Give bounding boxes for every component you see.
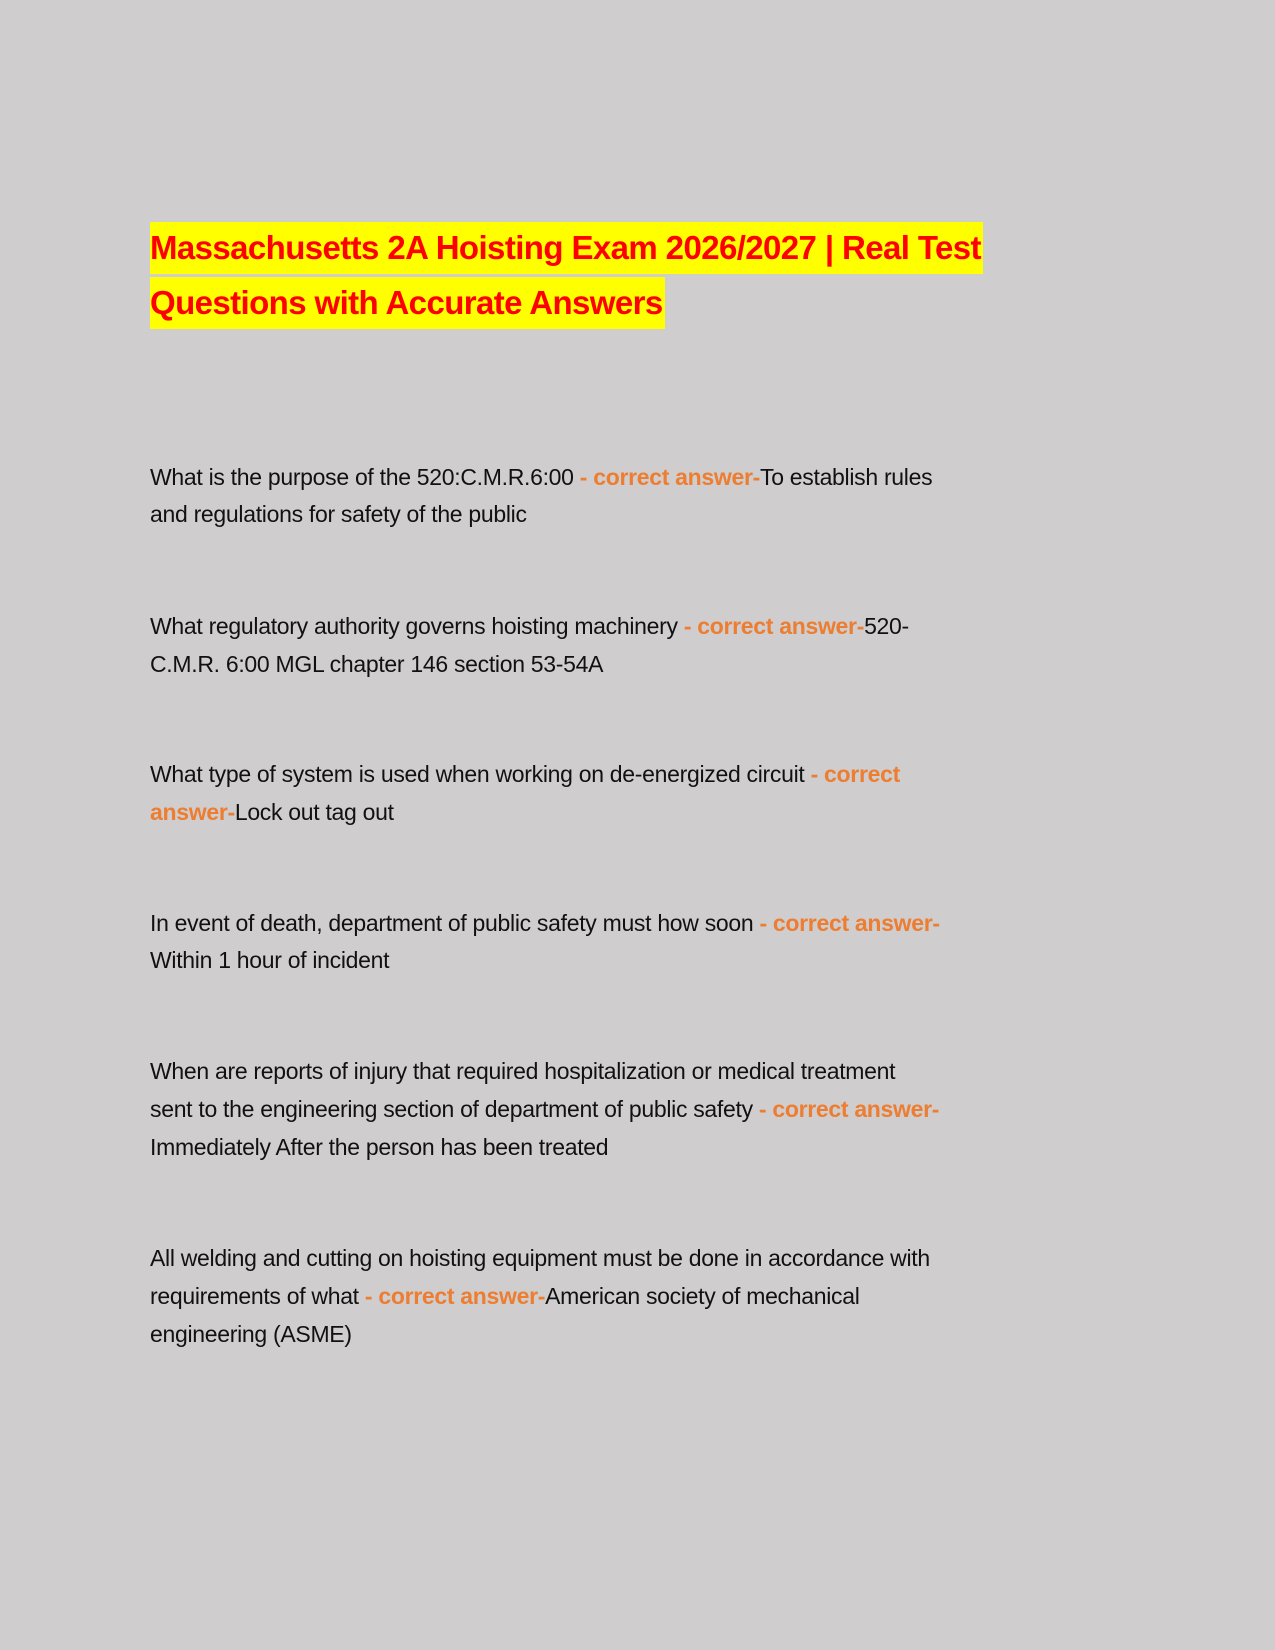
answer-text: To establish rules bbox=[760, 464, 933, 490]
qa-line bbox=[150, 1319, 352, 1349]
answer-label: - correct answer- bbox=[759, 910, 940, 936]
answer-text: American society of mechanical bbox=[545, 1283, 860, 1309]
answer-label: - correct answer- bbox=[579, 464, 760, 490]
question-text: When are reports of injury that required hospitalization or medical treatment bbox=[150, 1058, 896, 1084]
qa-line bbox=[150, 797, 394, 827]
question-text: requirements of what bbox=[150, 1283, 365, 1309]
answer-text: Within 1 hour of incident bbox=[150, 947, 390, 973]
qa-line bbox=[150, 1243, 930, 1273]
qa-line bbox=[150, 945, 389, 975]
answer-label: - correct bbox=[810, 761, 900, 787]
answer-text: engineering (ASME) bbox=[150, 1321, 352, 1347]
qa-line bbox=[150, 611, 909, 641]
answer-text: Immediately After the person has been treated bbox=[150, 1134, 609, 1160]
title-line: Massachusetts 2A Hoisting Exam 2026/2027 | Real Test bbox=[150, 222, 983, 274]
answer-label: - correct answer- bbox=[364, 1283, 546, 1309]
answer-label: - correct answer- bbox=[683, 613, 865, 639]
qa-line bbox=[150, 1056, 895, 1086]
qa-line bbox=[150, 649, 603, 679]
question-text: sent to the engineering section of department of public safety bbox=[150, 1096, 759, 1122]
answer-text: 520- bbox=[864, 613, 909, 639]
answer-text: Lock out tag out bbox=[234, 799, 394, 825]
answer-text: C.M.R. 6:00 MGL chapter 146 section 53-54A bbox=[150, 651, 604, 677]
question-text: What is the purpose of the 520:C.M.R.6:00 bbox=[150, 464, 580, 490]
answer-label: - correct answer- bbox=[758, 1096, 940, 1122]
question-text: What regulatory authority governs hoisting machinery bbox=[150, 613, 684, 639]
question-text: In event of death, department of public safety must how soon bbox=[150, 910, 760, 936]
question-text: All welding and cutting on hoisting equipment must be done in accordance with bbox=[150, 1245, 930, 1271]
qa-line bbox=[150, 462, 932, 492]
qa-line bbox=[150, 908, 940, 938]
title-line: Questions with Accurate Answers bbox=[150, 277, 665, 329]
question-text: What type of system is used when working on de-energized circuit bbox=[150, 761, 811, 787]
qa-line bbox=[150, 759, 900, 789]
qa-line bbox=[150, 1094, 939, 1124]
qa-line bbox=[150, 499, 527, 529]
answer-label: answer- bbox=[150, 799, 235, 825]
qa-line bbox=[150, 1281, 860, 1311]
qa-line bbox=[150, 1132, 608, 1162]
answer-text: and regulations for safety of the public bbox=[150, 501, 527, 527]
